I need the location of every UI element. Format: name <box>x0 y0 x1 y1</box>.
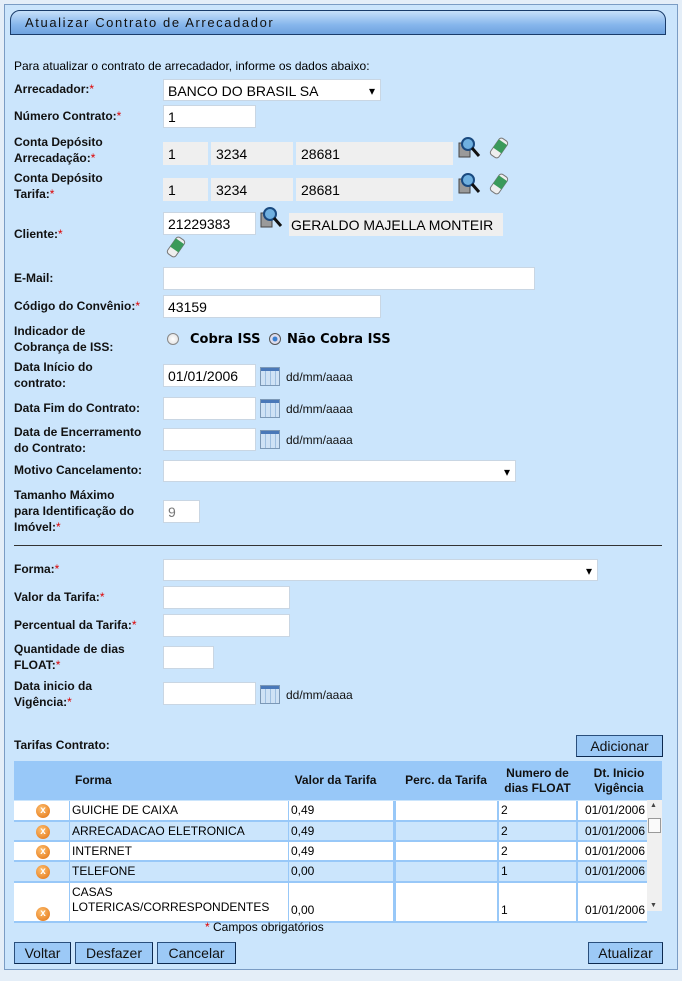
required-mark: * <box>131 618 137 632</box>
motivo-label: Motivo Cancelamento: <box>14 463 143 477</box>
cell-forma: ARRECADACAO ELETRONICA <box>70 822 288 840</box>
table-row <box>14 883 647 923</box>
data-encerramento-input[interactable] <box>163 428 256 451</box>
conta-tarifa-label-2: Tarifa: <box>14 187 50 201</box>
cell-dias: 2 <box>499 842 576 860</box>
conta-tarifa-agencia: 3234 <box>211 178 293 201</box>
cell-dias: 1 <box>499 883 576 921</box>
arrecadador-label: Arrecadador: <box>14 82 90 96</box>
cobra-iss-radio[interactable] <box>167 333 179 345</box>
calendar-icon[interactable] <box>260 399 280 418</box>
codigo-convenio-label: Código do Convênio: <box>14 299 136 313</box>
conta-tarifa-conta: 28681 <box>296 178 453 201</box>
iss-label: Indicador de <box>14 324 86 338</box>
cell-forma: INTERNET <box>70 842 288 860</box>
remove-icon[interactable]: x <box>36 865 50 879</box>
cliente-label: Cliente: <box>14 227 59 241</box>
cell-dias: 1 <box>499 862 576 881</box>
header-dias: Numero de dias FLOAT <box>497 761 578 800</box>
required-mark: * <box>90 151 96 165</box>
required-mark: * <box>56 520 61 534</box>
data-vigencia-label-2: Vigência: <box>14 695 68 709</box>
required-mark: * <box>89 82 95 96</box>
cell-data: 01/01/2006 <box>578 842 647 860</box>
required-mark: * <box>67 695 72 709</box>
date-format-hint: dd/mm/aaaa <box>286 402 353 416</box>
dias-float-label-2: FLOAT: <box>14 658 56 672</box>
percentual-tarifa-input[interactable] <box>163 614 290 637</box>
cell-perc <box>396 883 497 921</box>
data-inicio-input[interactable]: 01/01/2006 <box>163 364 256 387</box>
cell-perc <box>396 862 497 881</box>
table-row <box>14 801 647 822</box>
eraser-icon[interactable] <box>486 172 512 196</box>
conta-tarifa-label: Conta Depósito <box>14 171 103 185</box>
forma-select[interactable] <box>163 559 598 581</box>
iss-label-2: Cobrança de ISS: <box>14 340 114 354</box>
tamanho-label-2: para Identificação do <box>14 504 135 518</box>
date-format-hint: dd/mm/aaaa <box>286 370 353 384</box>
required-mark: * <box>49 187 55 201</box>
cell-forma: TELEFONE <box>70 862 288 881</box>
cell-forma: CASAS LOTERICAS/CORRESPONDENTES <box>70 883 288 921</box>
data-vigencia-input[interactable] <box>163 682 256 705</box>
conta-arrecadacao-banco: 1 <box>163 142 208 165</box>
numero-contrato-input[interactable]: 1 <box>163 105 256 128</box>
tamanho-input: 9 <box>163 500 200 523</box>
tarifas-table <box>14 761 662 919</box>
required-mark: * <box>135 299 140 313</box>
cell-valor: 0,00 <box>289 862 393 881</box>
cell-forma: GUICHE DE CAIXA <box>70 801 288 820</box>
search-icon[interactable] <box>259 206 285 230</box>
table-scrollbar[interactable]: ▲ ▼ <box>647 800 662 911</box>
tamanho-label: Tamanho Máximo <box>14 488 115 502</box>
desfazer-button[interactable]: Desfazer <box>75 942 153 964</box>
intro-text: Para atualizar o contrato de arrecadador, informe os dados abaixo: <box>14 59 370 73</box>
required-mark: * <box>58 227 63 241</box>
cell-data: 01/01/2006 <box>578 801 647 820</box>
required-mark: * <box>54 562 60 576</box>
header-forma: Forma <box>70 761 289 800</box>
cell-valor: 0,49 <box>289 822 393 840</box>
page-title: Atualizar Contrato de Arrecadador <box>10 10 666 35</box>
cell-dias: 2 <box>499 801 576 820</box>
conta-arrecadacao-label: Conta Depósito <box>14 135 103 149</box>
atualizar-button[interactable]: Atualizar <box>588 942 663 964</box>
date-format-hint: dd/mm/aaaa <box>286 688 353 702</box>
cliente-codigo-input[interactable]: 21229383 <box>163 212 256 235</box>
scrollbar-thumb[interactable] <box>648 818 661 833</box>
calendar-icon[interactable] <box>260 430 280 449</box>
email-input[interactable] <box>163 267 535 290</box>
tarifas-contrato-label: Tarifas Contrato: <box>14 738 110 752</box>
valor-tarifa-input[interactable] <box>163 586 290 609</box>
cell-dias: 2 <box>499 822 576 840</box>
cobra-iss-label: Cobra ISS <box>190 332 261 347</box>
nao-cobra-iss-radio[interactable] <box>269 333 281 345</box>
numero-contrato-label: Número Contrato: <box>14 109 117 123</box>
conta-arrecadacao-agencia: 3234 <box>211 142 293 165</box>
remove-icon[interactable]: x <box>36 907 50 921</box>
codigo-convenio-input[interactable]: 43159 <box>163 295 381 318</box>
arrecadador-select[interactable]: BANCO DO BRASIL SA ▾ <box>163 79 381 101</box>
conta-arrecadacao-conta: 28681 <box>296 142 453 165</box>
adicionar-button[interactable]: Adicionar <box>576 735 663 757</box>
eraser-icon[interactable] <box>486 136 512 160</box>
required-mark: * <box>99 590 105 604</box>
nao-cobra-iss-label: Não Cobra ISS <box>287 332 391 347</box>
data-inicio-label: Data Início do <box>14 360 93 374</box>
percentual-tarifa-label: Percentual da Tarifa: <box>14 618 132 632</box>
forma-label: Forma: <box>14 562 55 576</box>
search-icon[interactable] <box>457 172 483 196</box>
remove-icon[interactable]: x <box>36 825 50 839</box>
data-inicio-label-2: contrato: <box>14 376 66 390</box>
cell-valor: 0,49 <box>289 842 393 860</box>
cell-data: 01/01/2006 <box>578 862 647 881</box>
cell-data: 01/01/2006 <box>578 822 647 840</box>
cell-data: 01/01/2006 <box>578 883 647 921</box>
remove-icon[interactable]: x <box>36 845 50 859</box>
header-data: Dt. Inicio Vigência <box>578 761 662 800</box>
header-perc: Perc. da Tarifa <box>395 761 497 800</box>
cliente-nome: GERALDO MAJELLA MONTEIR <box>289 213 503 236</box>
table-row <box>14 822 647 842</box>
header-remove <box>14 761 70 800</box>
cancelar-button[interactable]: Cancelar <box>157 942 236 964</box>
data-vigencia-label: Data inicio da <box>14 679 93 693</box>
data-encerramento-label-2: do Contrato: <box>14 441 86 455</box>
conta-arrecadacao-label-2: Arrecadação: <box>14 151 91 165</box>
data-fim-label: Data Fim do Contrato: <box>14 401 140 415</box>
valor-tarifa-label: Valor da Tarifa: <box>14 590 100 604</box>
calendar-icon[interactable] <box>260 685 280 704</box>
date-format-hint: dd/mm/aaaa <box>286 433 353 447</box>
voltar-button[interactable]: Voltar <box>14 942 71 964</box>
tamanho-label-3: Imóvel: <box>14 520 57 534</box>
motivo-select[interactable] <box>163 460 516 482</box>
table-row <box>14 842 647 862</box>
cell-perc <box>396 842 497 860</box>
cell-perc <box>396 822 497 840</box>
cell-valor: 0,49 <box>289 801 393 820</box>
cell-perc <box>396 801 497 820</box>
email-label: E-Mail: <box>14 271 54 285</box>
cell-valor: 0,00 <box>289 883 393 921</box>
calendar-icon[interactable] <box>260 367 280 386</box>
data-encerramento-label: Data de Encerramento <box>14 425 142 439</box>
search-icon[interactable] <box>457 136 483 160</box>
conta-tarifa-banco: 1 <box>163 178 208 201</box>
required-mark: * <box>55 658 61 672</box>
table-row <box>14 862 647 883</box>
dias-float-input[interactable] <box>163 646 214 669</box>
required-mark: * <box>205 920 210 934</box>
data-fim-input[interactable] <box>163 397 256 420</box>
eraser-icon[interactable] <box>163 235 189 259</box>
remove-icon[interactable]: x <box>36 804 50 818</box>
dias-float-label: Quantidade de dias <box>14 642 125 656</box>
header-valor: Valor da Tarifa <box>276 761 395 800</box>
divider <box>14 545 662 546</box>
required-note: Campos obrigatórios <box>213 920 324 934</box>
required-mark: * <box>116 109 122 123</box>
